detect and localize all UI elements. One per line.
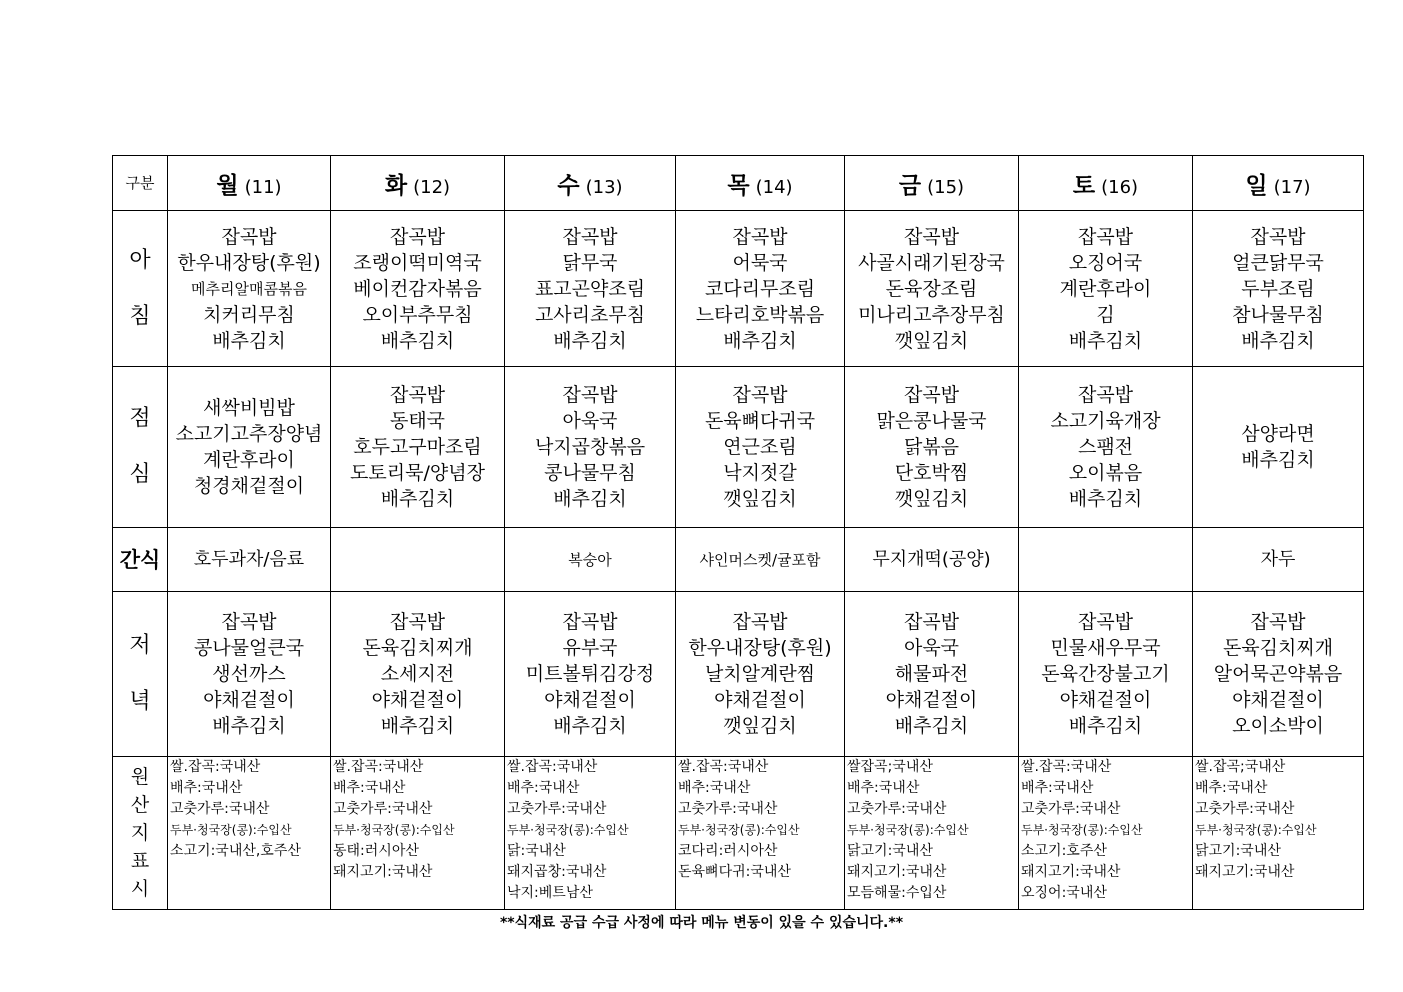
menu-cell: 잡곡밥 얼큰닭무국 두부조림 참나물무침 배추김치	[1193, 211, 1364, 367]
snack-cell: 샤인머스켓/귤포함	[676, 528, 845, 592]
menu-cell: 잡곡밥 민물새우무국 돈육간장불고기 야채겉절이 배추김치	[1019, 592, 1193, 757]
menu-cell: 삼양라면 배추김치	[1193, 367, 1364, 528]
header-label: 구분	[113, 156, 168, 211]
menu-cell: 잡곡밥 돈육뼈다귀국 연근조림 낙지젓갈 깻잎김치	[676, 367, 845, 528]
origin-cell: 쌀잡곡;국내산 배추:국내산 고춧가루:국내산 두부·청국장(콩):수입산 닭고기:국내산 돼지고기:국내산 모듬해물:수입산	[845, 757, 1019, 910]
menu-cell: 잡곡밥 돈육김치찌개 소세지전 야채겉절이 배추김치	[331, 592, 505, 757]
lunch-row	[113, 367, 1364, 528]
menu-cell: 잡곡밥 닭무국 표고곤약조림 고사리초무침 배추김치	[505, 211, 676, 367]
menu-cell: 새싹비빔밥 소고기고추장양념 계란후라이 청경채겉절이	[168, 367, 331, 528]
menu-change-notice: **식재료 공급 수급 사정에 따라 메뉴 변동이 있을 수 있습니다.**	[499, 915, 904, 931]
header-row	[113, 156, 1364, 211]
snack-cell: 자두	[1193, 528, 1364, 592]
menu-cell: 잡곡밥 소고기육개장 스팸전 오이볶음 배추김치	[1019, 367, 1193, 528]
snack-cell: 호두과자/음료	[168, 528, 331, 592]
origin-row	[113, 757, 1364, 910]
origin-cell: 쌀.잡곡:국내산 배추:국내산 고춧가루:국내산 두부·청국장(콩):수입산 소고기:호주산 돼지고기:국내산 오징어:국내산	[1019, 757, 1193, 910]
menu-cell: 잡곡밥 유부국 미트볼튀김강정 야채겉절이 배추김치	[505, 592, 676, 757]
origin-label: 원 산 지 표 시	[113, 757, 168, 910]
origin-cell: 쌀.잡곡;국내산 배추:국내산 고춧가루:국내산 두부·청국장(콩):수입산 닭고기:국내산 돼지고기:국내산	[1193, 757, 1364, 910]
origin-cell: 쌀.잡곡:국내산 배추:국내산 고춧가루:국내산 두부·청국장(콩):수입산 코다리:러시아산 돈육뼈다귀:국내산	[676, 757, 845, 910]
weekly-menu-table	[112, 155, 1364, 910]
breakfast-label: 아 침	[113, 211, 168, 367]
menu-cell: 잡곡밥 사골시래기된장국 돈육장조림 미나리고추장무침 깻잎김치	[845, 211, 1019, 367]
origin-cell: 쌀.잡곡:국내산 배추:국내산 고춧가루:국내산 두부·청국장(콩):수입산 닭:국내산 돼지곱창:국내산 낙지:베트남산	[505, 757, 676, 910]
menu-cell: 잡곡밥 어묵국 코다리무조림 느타리호박볶음 배추김치	[676, 211, 845, 367]
menu-cell: 잡곡밥 조랭이떡미역국 베이컨감자볶음 오이부추무침 배추김치	[331, 211, 505, 367]
menu-cell: 잡곡밥 한우내장탕(후원) 메추리알매콤볶음 치커리무침 배추김치	[168, 211, 331, 367]
origin-cell: 쌀.잡곡:국내산 배추:국내산 고춧가루:국내산 두부·청국장(콩):수입산 동태:러시아산 돼지고기:국내산	[331, 757, 505, 910]
snack-cell	[1019, 528, 1193, 592]
menu-cell: 잡곡밥 맑은콩나물국 닭볶음 단호박찜 깻잎김치	[845, 367, 1019, 528]
lunch-label: 점 심	[113, 367, 168, 528]
day-header: 목 (14)	[676, 156, 845, 211]
snack-cell: 무지개떡(공양)	[845, 528, 1019, 592]
day-header: 금 (15)	[845, 156, 1019, 211]
day-header: 화 (12)	[331, 156, 505, 211]
day-header: 월 (11)	[168, 156, 331, 211]
day-header: 일 (17)	[1193, 156, 1364, 211]
snack-cell	[331, 528, 505, 592]
menu-cell: 잡곡밥 돈육김치찌개 알어묵곤약볶음 야채겉절이 오이소박이	[1193, 592, 1364, 757]
dinner-label: 저 녁	[113, 592, 168, 757]
day-header: 수 (13)	[505, 156, 676, 211]
dinner-row	[113, 592, 1364, 757]
snack-row	[113, 528, 1364, 592]
menu-cell: 잡곡밥 한우내장탕(후원) 날치알계란찜 야채겉절이 깻잎김치	[676, 592, 845, 757]
menu-cell: 잡곡밥 아욱국 낙지곱창볶음 콩나물무침 배추김치	[505, 367, 676, 528]
breakfast-row	[113, 211, 1364, 367]
snack-cell: 복숭아	[505, 528, 676, 592]
menu-cell: 잡곡밥 아욱국 해물파전 야채겉절이 배추김치	[845, 592, 1019, 757]
snack-label: 간식	[113, 528, 168, 592]
menu-cell: 잡곡밥 오징어국 계란후라이 김 배추김치	[1019, 211, 1193, 367]
day-header: 토 (16)	[1019, 156, 1193, 211]
origin-cell: 쌀.잡곡:국내산 배추:국내산 고춧가루:국내산 두부·청국장(콩):수입산 소고기:국내산,호주산	[168, 757, 331, 910]
menu-cell: 잡곡밥 콩나물얼큰국 생선까스 야채겉절이 배추김치	[168, 592, 331, 757]
menu-cell: 잡곡밥 동태국 호두고구마조림 도토리묵/양념장 배추김치	[331, 367, 505, 528]
